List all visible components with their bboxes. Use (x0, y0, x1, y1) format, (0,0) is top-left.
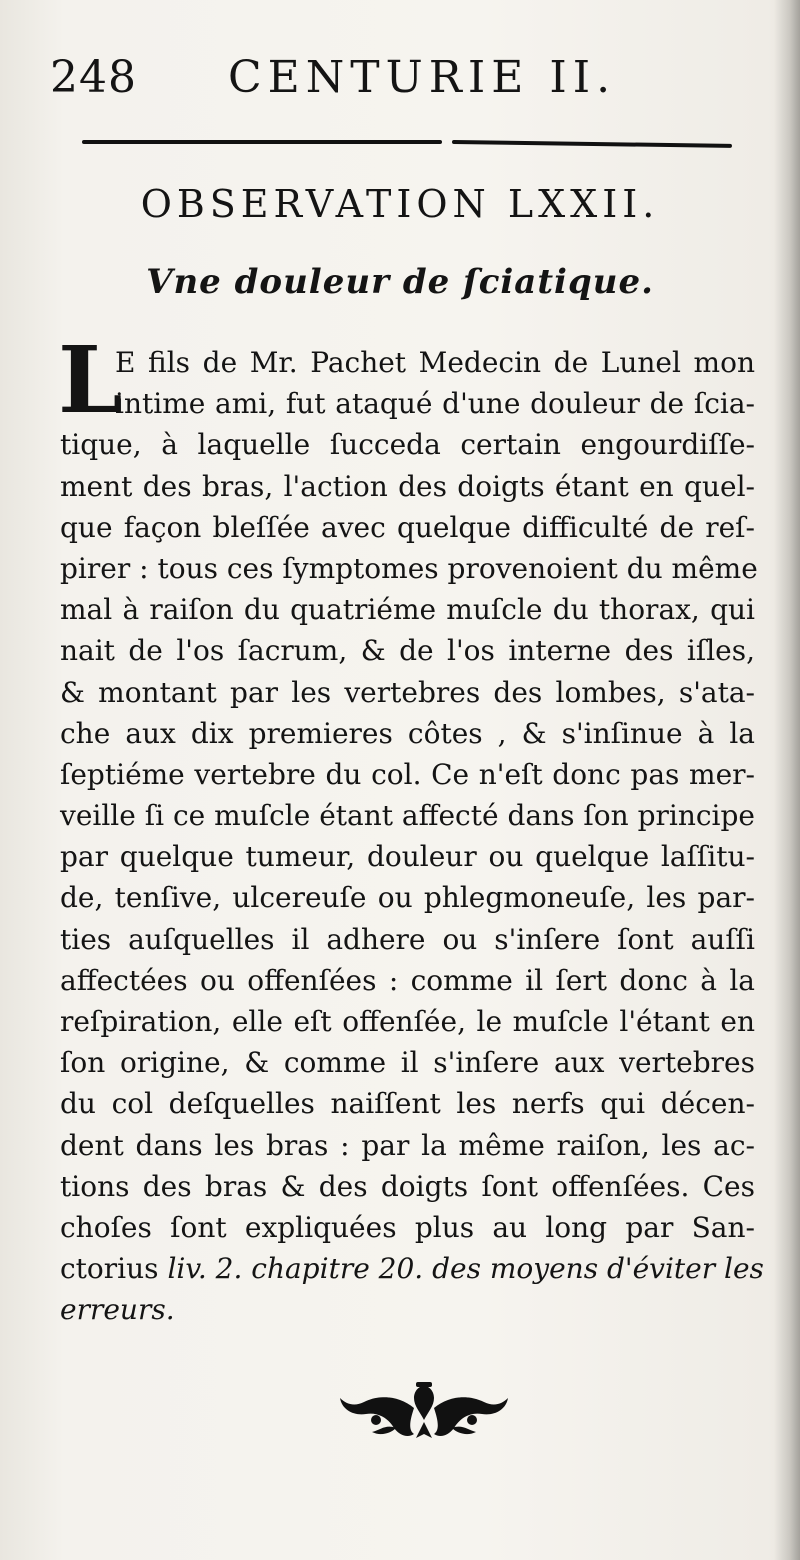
text-line: par quelque tumeur, douleur ou quelque laſſitu- (60, 840, 755, 874)
text-line: que façon bleſſée avec quelque difficulté de reſ- (60, 510, 755, 544)
text-line: dent dans les bras : par la même raiſon, les ac- (60, 1128, 755, 1162)
text-line: E fils de Mr. Pachet Medecin de Lunel mon (115, 346, 755, 379)
text-line: de, tenſive, ulcereuſe ou phlegmoneuſe, les par- (60, 881, 755, 915)
observation-title: OBSERVATION LXXII. (140, 182, 660, 226)
text-line: tique, à laquelle ſucceda certain engourdiſſe- (60, 428, 755, 462)
page-edge-shadow (774, 0, 800, 1560)
text-line: intime ami, fut ataqué d'une douleur de ſcia- (115, 387, 755, 421)
text-line: nait de l'os ſacrum, & de l'os interne des iſles, (60, 634, 755, 668)
text-line-final: erreurs. (60, 1293, 175, 1327)
text-line: pirer : tous ces ſymptomes provenoient du même (60, 551, 758, 585)
text-roman: ctorius (60, 1252, 159, 1286)
text-italic: liv. 2. chapitre 20. des moyens d'éviter les (167, 1252, 764, 1286)
page-number: 248 (50, 52, 137, 103)
header-rule-right (452, 140, 732, 148)
text-line: choſes ſont expliquées plus au long par San- (60, 1210, 755, 1244)
header-rule-left (82, 140, 442, 144)
text-line: reſpiration, elle eſt offenſée, le muſcle l'étant en (60, 1005, 755, 1038)
running-head (50, 52, 690, 112)
text-line: ties auſquelles il adhere ou s'inſere ſont auſſi (60, 922, 755, 956)
observation-subtitle: Vne douleur de ſciatique. (146, 262, 654, 302)
text-line: che aux dix premieres côtes , & s'inſinue à la (60, 716, 755, 750)
floral-tailpiece-icon (336, 1378, 512, 1444)
text-line: du col deſquelles naiſſent les nerfs qui décen- (60, 1087, 755, 1121)
text-line: tions des bras & des doigts ſont offenſées. Ces (60, 1169, 755, 1203)
running-title: CENTURIE II. (228, 52, 617, 103)
text-line: ſeptiéme vertebre du col. Ce n'eſt donc pas mer- (60, 757, 755, 791)
text-line: ment des bras, l'action des doigts étant en quel- (60, 469, 755, 503)
body-text (60, 342, 764, 1331)
text-line-mixed (60, 1248, 764, 1289)
text-line: affectées ou offenſées : comme il ſert donc à la (60, 963, 755, 997)
drop-cap: L (58, 326, 123, 434)
text-line: ſon origine, & comme il s'inſere aux vertebres (60, 1046, 755, 1080)
text-line: veille ſi ce muſcle étant affecté dans ſon principe (60, 799, 755, 833)
text-line: & montant par les vertebres des lombes, s'ata- (60, 675, 755, 709)
text-line: mal à raiſon du quatriéme muſcle du thorax, qui (60, 593, 755, 627)
